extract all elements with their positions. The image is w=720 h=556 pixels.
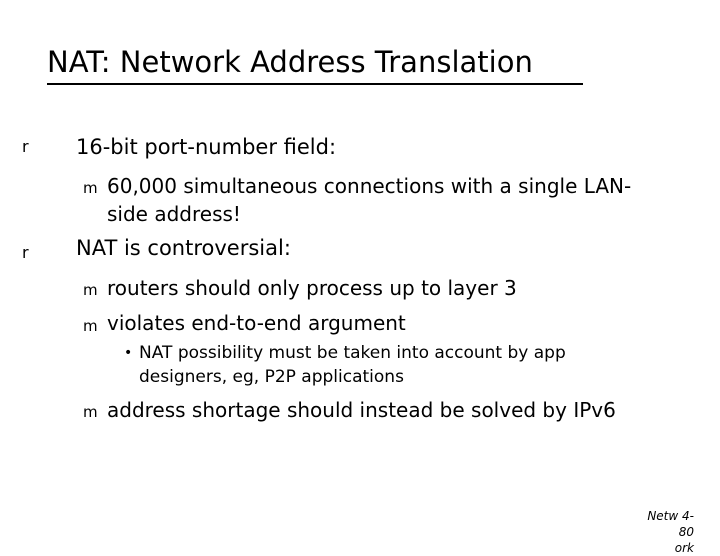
slide-footer: [634, 508, 694, 556]
sub-bullet-60000-connections: 60,000 simultaneous connections with a single LAN-side address!: [107, 174, 632, 226]
sub-bullet-marker: m: [83, 281, 98, 299]
bullet-marker: r: [22, 243, 29, 262]
sub-bullet-marker: m: [83, 317, 98, 335]
sub-bullet-end-to-end: violates end-to-end argument: [107, 311, 406, 335]
sub-bullet-marker: m: [83, 403, 98, 421]
slide-number: 4-80: [678, 509, 694, 539]
slide-title: NAT: Network Address Translation: [47, 45, 533, 79]
sub-bullet-routers-layer3: routers should only process up to layer 3: [107, 276, 517, 300]
sub-bullet-ipv6: address shortage should instead be solved by IPv6: [107, 398, 616, 422]
bullet-marker: r: [22, 137, 29, 156]
sub-bullet-marker: m: [83, 179, 98, 197]
bullet-16bit-port: 16-bit port-number field:: [76, 135, 337, 159]
footer-label: Netw: [647, 509, 679, 523]
sub-sub-bullet-marker: •: [124, 345, 133, 361]
sub-sub-bullet-p2p: NAT possibility must be taken into account by app designers, eg, P2P applications: [139, 343, 566, 387]
title-underline: [47, 83, 583, 85]
footer-label-continued: ork: [674, 541, 694, 555]
bullet-nat-controversial: NAT is controversial:: [76, 236, 291, 260]
